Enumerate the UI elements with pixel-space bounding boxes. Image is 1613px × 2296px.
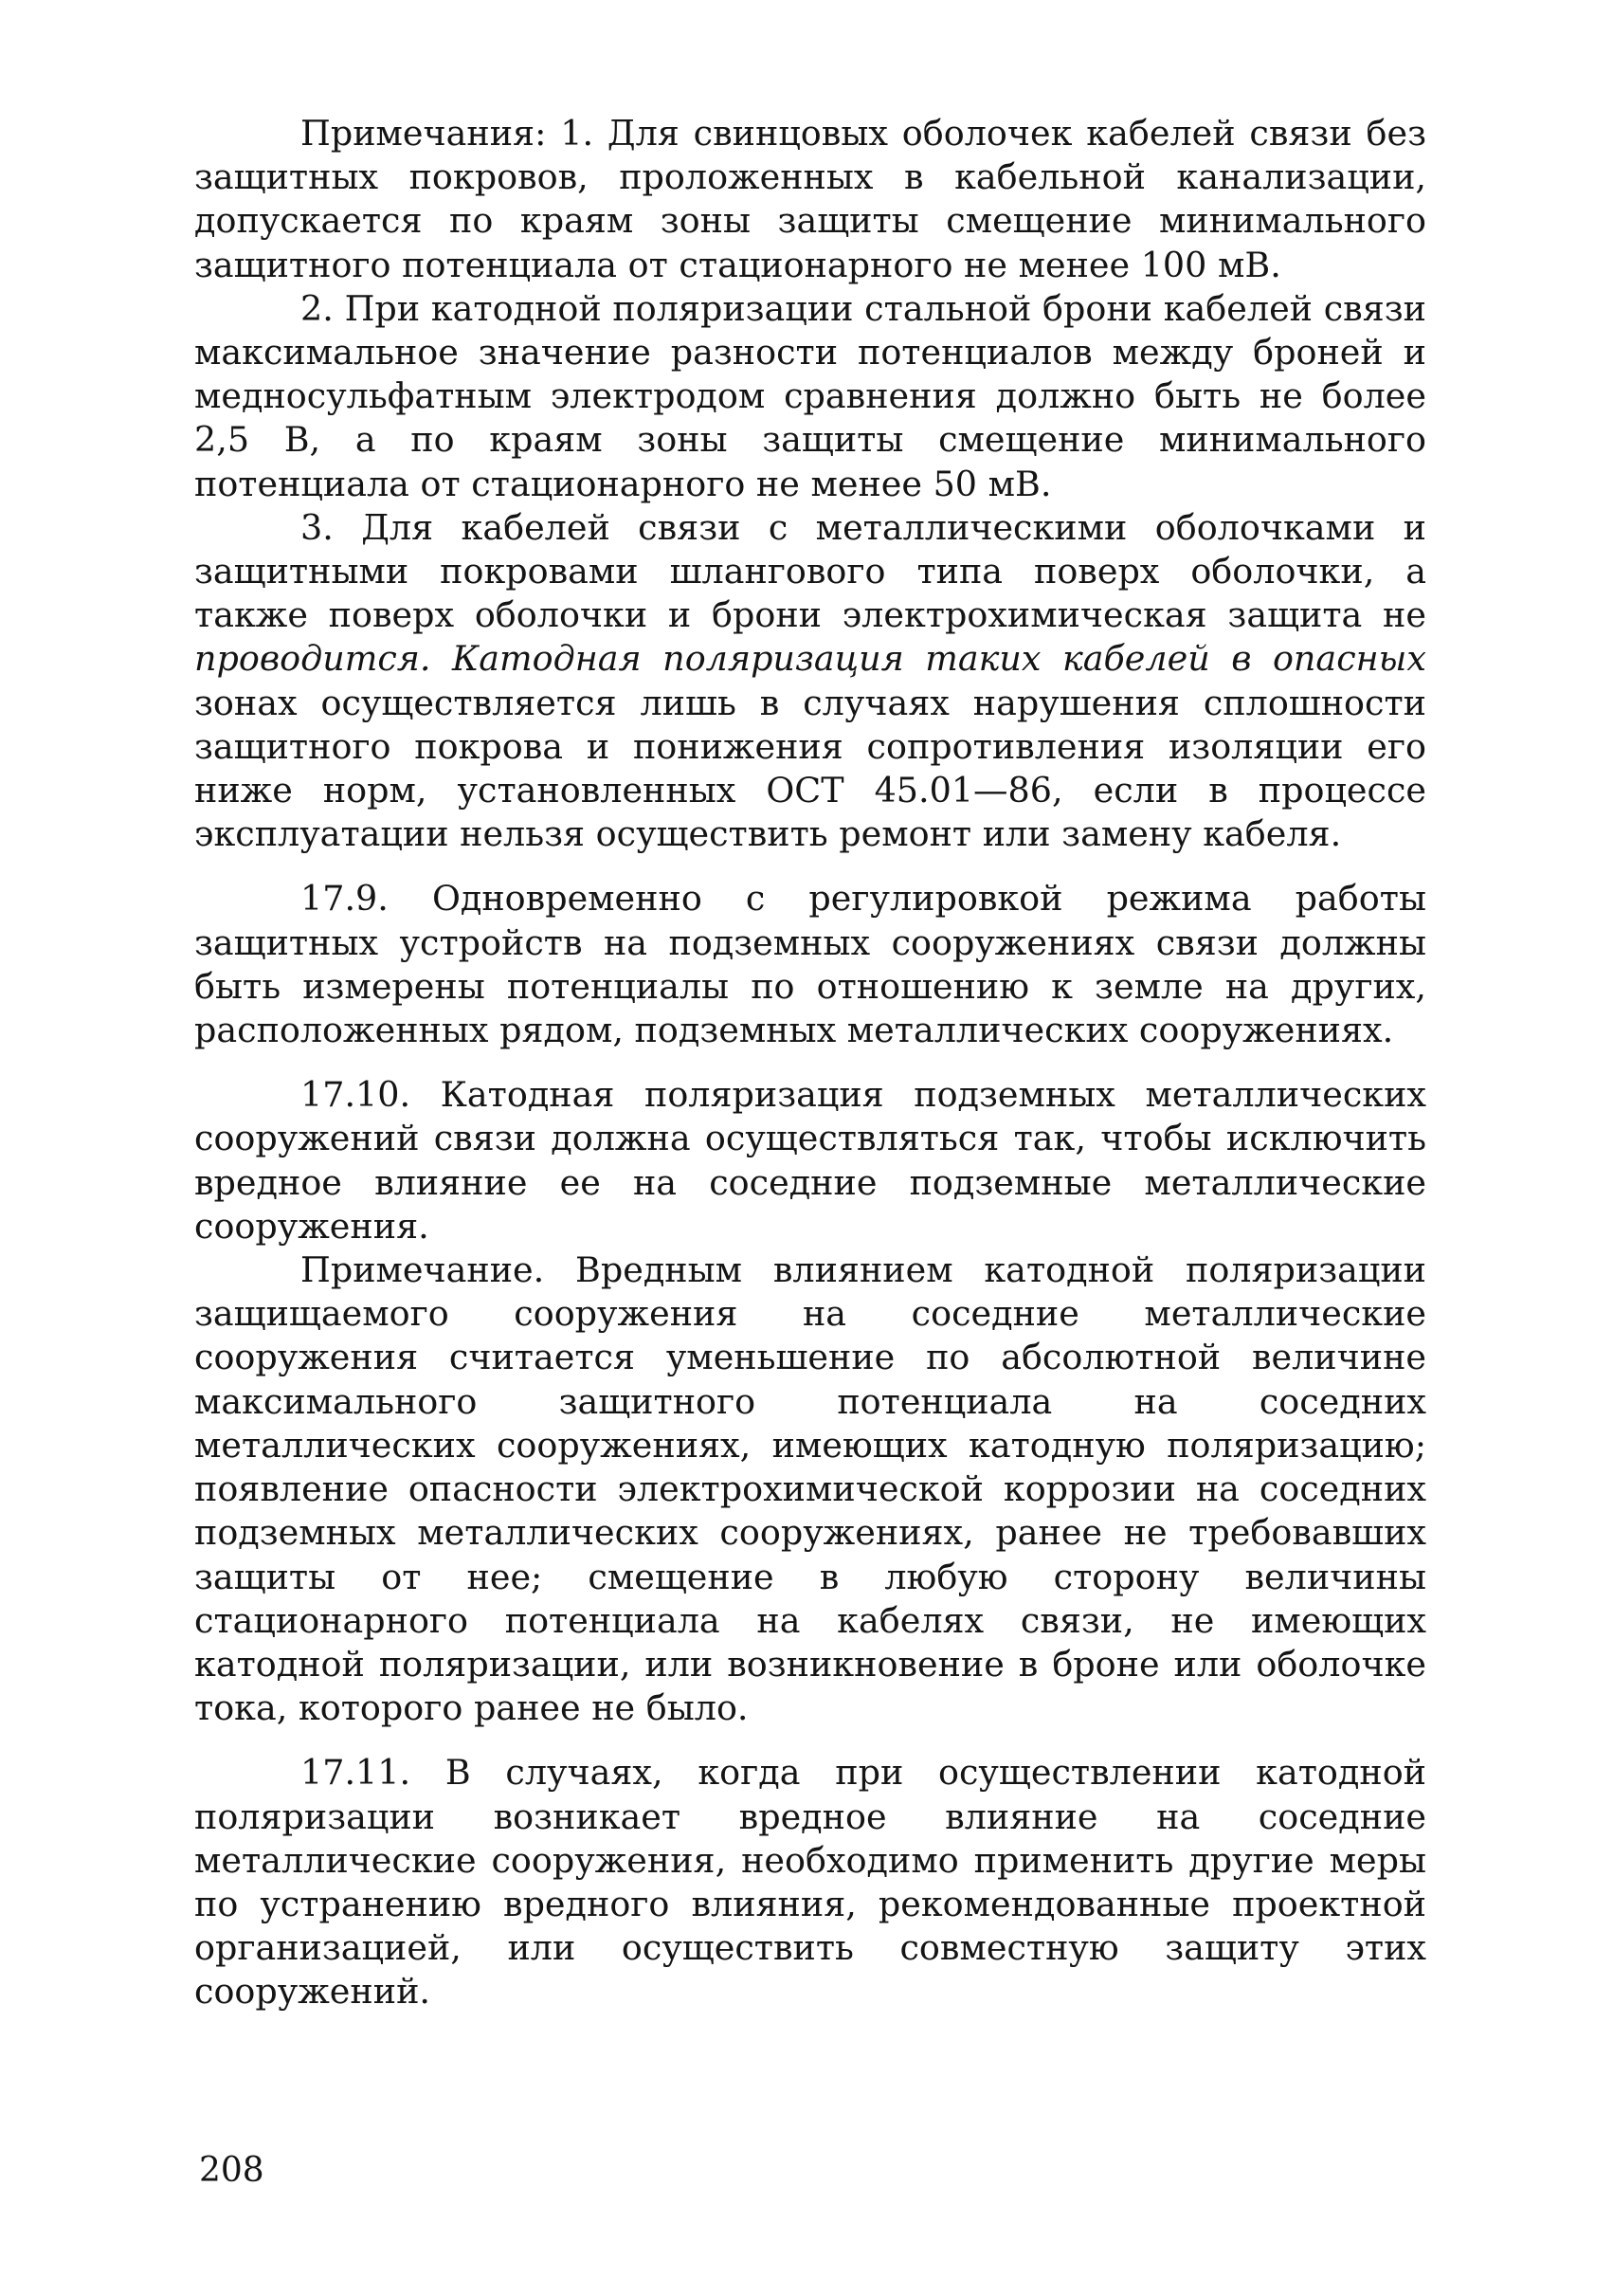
note-1-text: Для свинцовых оболочек кабелей связи без защитных покровов, проложенных в кабельной канализации, допускается по краям зоны защиты смещение минимального защитного потенциала от стационарного не менее 100 мВ.: [194, 113, 1426, 285]
notes-label: Примечания: 1.: [300, 113, 594, 154]
note-3-text-b: зонах осуществляется лишь в случаях нарушения сплошности защитного покрова и понижения сопротивления изоляции его ниже норм, установленных ОСТ 45.01—86, если в процессе эксплуатации нельзя осуществить ремонт или замену кабеля.: [194, 682, 1426, 855]
note-paragraph-1: [194, 112, 1426, 287]
note-clause-17-10: Примечание. Вредным влиянием катодной поляризации защищаемого сооружения на соседние металлические сооружения считается уменьшение по абсолютной величине максимального защитного потенциала на соседних металлических сооружениях, имеющих катодную поляризацию; появление опасности электрохимической коррозии на соседних подземных металлических сооружениях, ранее не требовавших защиты от нее; смещение в любую сторону величины стационарного потенциала на кабелях связи, не имеющих катодной поляризации, или возникновение в броне или оболочке тока, которого ранее не было.: [194, 1249, 1426, 1729]
clause-17-10: 17.10. Катодная поляризация подземных металлических сооружений связи должна осуществляться так, чтобы исключить вредное влияние ее на соседние подземные металлические сооружения.: [194, 1074, 1426, 1247]
clause-17-9: 17.9. Одновременно с регулировкой режима работы защитных устройств на подземных сооружениях связи должны быть измерены потенциалы по отношению к земле на других, расположенных рядом, подземных металлических сооружениях.: [194, 878, 1426, 1051]
note-paragraph-2: 2. При катодной поляризации стальной брони кабелей связи максимальное значение разности потенциалов между броней и медносульфатным электродом сравнения должно быть не более 2,5 В, а по краям зоны защиты смещение минимального потенциала от стационарного не менее 50 мВ.: [194, 287, 1426, 504]
note-3-italic-text: проводится. Катодная поляризация таких кабелей в опасных: [194, 638, 1426, 680]
note-3-text-a: 3. Для кабелей связи с металлическими оболочками и защитными покровами шлангового типа поверх оболочки, а также поверх оболочки и брони электрохимическая защита не: [194, 506, 1426, 636]
page-number: 208: [199, 2151, 264, 2190]
document-body: [194, 112, 1426, 2014]
note-paragraph-3: [194, 506, 1426, 857]
clause-17-11: 17.11. В случаях, когда при осуществлении катодной поляризации возникает вредное влияние на соседние металлические сооружения, необходимо применить другие меры по устранению вредного влияния, рекомендованные проектной организацией, или осуществить совместную защиту этих сооружений.: [194, 1752, 1426, 2013]
